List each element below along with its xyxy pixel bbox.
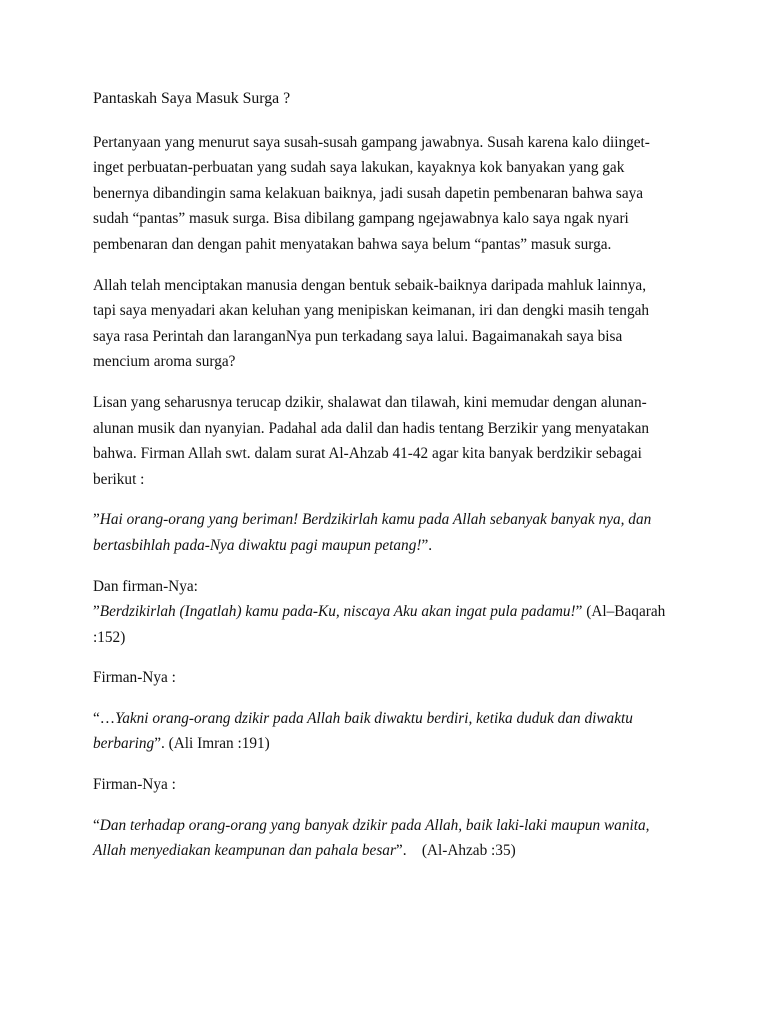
quote-open-mark: ”: [93, 603, 100, 621]
quote-close-mark: ”: [575, 603, 583, 621]
quote-text: Hai orang-orang yang beriman! Berdzikirlah kamu pada Allah sebanyak banyak nya, dan bertasbihlah pada-Nya diwaktu pagi maupun petang!: [93, 511, 652, 554]
quote-label: Firman-Nya :: [93, 669, 176, 687]
paragraph-2: Allah telah menciptakan manusia dengan bentuk sebaik-baiknya daripada mahluk lainnya, tapi saya menyadari akan keluhan yang menipiskan keimanan, iri dan dengki masih tengah saya rasa Perintah dan laranganNya pun terkadang saya lalui. Bagaimanakah saya bisa mencium aroma surga?: [93, 276, 650, 371]
quote-al-ahzab-35-block: [93, 813, 668, 864]
paragraph-3: Lisan yang seharusnya terucap dzikir, shalawat dan tilawah, kini memudar dengan alunan-alunan musik dan nyanyian. Padahal ada dalil dan hadis tentang Berzikir yang menyatakan bahwa. Firman Allah swt. dalam surat Al-Ahzab 41-42 agar kita banyak berdzikir sebagai berikut :: [93, 393, 650, 488]
quote-close-mark: ”.: [154, 735, 165, 753]
quote-al-ahzab-41-42: [93, 507, 668, 558]
quote-reference: (Al–Baqarah :152): [93, 603, 666, 646]
document-title: Pantaskah Saya Masuk Surga ?: [93, 90, 291, 107]
quote-body: [93, 603, 582, 620]
quote-close-mark: ”.: [421, 536, 433, 554]
quote-reference: (Ali Imran :191): [164, 735, 270, 753]
quote-open-mark: ”: [93, 511, 100, 529]
quote-label: Firman-Nya :: [93, 776, 176, 794]
quote-ali-imran-block: [93, 706, 668, 757]
quote-open-mark: “: [93, 816, 100, 834]
quote-close-mark: ”.: [395, 842, 407, 860]
quote-al-baqarah-block: [93, 574, 668, 651]
quote-text: Dan terhadap orang-orang yang banyak dzikir pada Allah, baik laki-laki maupun wanita, Allah menyediakan keampunan dan pahala besar: [93, 816, 650, 860]
quote-open-mark: “…: [93, 709, 116, 727]
paragraph-1: Pertanyaan yang menurut saya susah-susah gampang jawabnya. Susah karena kalo diinget-inget perbuatan-perbuatan yang sudah saya lakukan, kayaknya kok banyakan yang gak benernya dibandingin sama kelakuan baiknya, jadi susah dapetin pembenaran bahwa saya sudah “pantas” masuk surga. Bisa dibilang gampang ngejawabnya kalo saya ngak nyari pembenaran dan dengan pahit menyatakan bahwa saya belum “pantas” masuk surga.: [93, 133, 650, 253]
quote-text: Yakni orang-orang dzikir pada Allah baik diwaktu berdiri, ketika duduk dan diwaktu berbaring: [93, 709, 633, 753]
quote-text: Berdzikirlah (Ingatlah) kamu pada-Ku, niscaya Aku akan ingat pula padamu!: [99, 603, 576, 621]
quote-reference: (Al-Ahzab :35): [406, 842, 516, 860]
quote-label: Dan firman-Nya:: [93, 577, 198, 595]
